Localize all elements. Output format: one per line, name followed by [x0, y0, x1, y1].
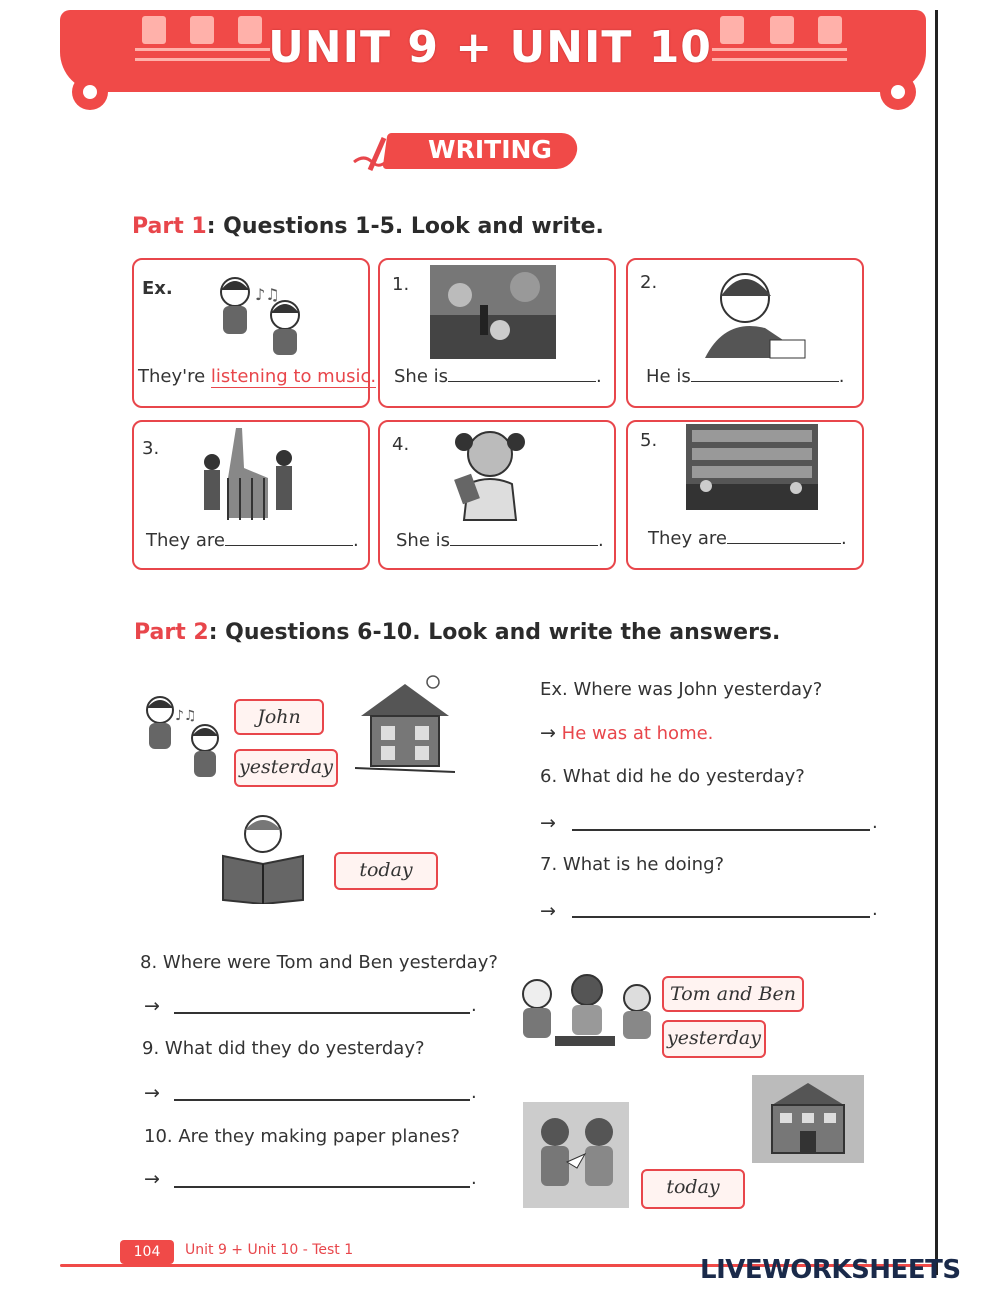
q1-blank[interactable]	[448, 367, 596, 382]
q2-number: 2.	[640, 272, 658, 293]
school-building-image	[752, 1075, 864, 1163]
boy-writing-image	[695, 268, 810, 360]
ex-question: Ex. Where was John yesterday?	[540, 679, 823, 700]
page-border	[935, 10, 938, 1275]
arrow-icon: →	[540, 722, 556, 744]
girl-reading-image	[450, 424, 530, 524]
q4-sentence	[396, 530, 604, 551]
answer-7-dot: .	[872, 899, 878, 920]
part2-heading	[134, 620, 780, 645]
tag-today-2: today	[641, 1169, 745, 1209]
q3-sentence	[146, 530, 359, 551]
answer-6-dot: .	[872, 812, 878, 833]
q3-blank[interactable]	[225, 531, 353, 546]
q4-blank[interactable]	[450, 531, 598, 546]
question-7: 7. What is he doing?	[540, 854, 725, 875]
q3-prompt: They are	[146, 530, 225, 551]
answer-9-line[interactable]	[174, 1099, 470, 1101]
banner-window	[142, 16, 166, 44]
banner-window	[190, 16, 214, 44]
tag-today: today	[334, 852, 438, 890]
q2-end: .	[838, 366, 845, 387]
ex-answer-line	[540, 722, 713, 744]
ex-answer-text: He was at home.	[561, 723, 714, 744]
arrow-icon: →	[144, 995, 160, 1017]
children-music-image	[205, 270, 315, 360]
q2-prompt: He is	[646, 366, 691, 387]
arrow-icon: →	[540, 900, 556, 922]
part2-label: Part 2	[134, 620, 209, 645]
tag-tom-and-ben: Tom and Ben	[662, 976, 804, 1012]
tag-john: John	[234, 699, 324, 735]
answer-10-line[interactable]	[174, 1186, 470, 1188]
q1-number: 1.	[392, 274, 410, 295]
part2-instruction: : Questions 6-10. Look and write the answers.	[208, 620, 781, 645]
q5-number: 5.	[640, 430, 658, 451]
answer-10-dot: .	[471, 1168, 477, 1189]
footer-text: Unit 9 + Unit 10 - Test 1	[185, 1242, 354, 1258]
bus-wheel	[880, 74, 916, 110]
q5-sentence	[648, 528, 847, 549]
section-label: WRITING	[428, 135, 552, 164]
answer-9-dot: .	[471, 1082, 477, 1103]
q3-number: 3.	[142, 438, 160, 459]
question-10: 10. Are they making paper planes?	[144, 1126, 460, 1147]
answer-6-line[interactable]	[572, 829, 870, 831]
q5-prompt: They are	[648, 528, 727, 549]
banner-window	[770, 16, 794, 44]
children-crafts-image	[515, 970, 660, 1055]
ex-prompt: They're	[138, 366, 206, 387]
ex-sentence	[138, 366, 376, 387]
question-8: 8. Where were Tom and Ben yesterday?	[140, 952, 498, 973]
part1-instruction: : Questions 1-5. Look and write.	[206, 214, 604, 239]
ex-number: Ex.	[142, 278, 173, 299]
q4-prompt: She is	[396, 530, 451, 551]
tag-yesterday-2: yesterday	[662, 1020, 766, 1058]
arrow-icon: →	[144, 1082, 160, 1104]
q3-end: .	[352, 530, 359, 551]
garden-scene-image	[430, 265, 556, 359]
answer-8-line[interactable]	[174, 1012, 470, 1014]
zoo-giraffe-image	[198, 428, 298, 524]
arrow-icon: →	[540, 812, 556, 834]
answer-8-dot: .	[471, 995, 477, 1016]
q5-blank[interactable]	[727, 529, 841, 544]
part1-label: Part 1	[132, 214, 207, 239]
q1-sentence	[394, 366, 602, 387]
boys-paper-planes-image	[523, 1102, 629, 1208]
q4-number: 4.	[392, 434, 410, 455]
question-9: 9. What did they do yesterday?	[142, 1038, 425, 1059]
svg-text:♪♫: ♪♫	[175, 708, 197, 724]
tag-yesterday: yesterday	[234, 749, 338, 787]
svg-text:♪♫: ♪♫	[255, 285, 280, 304]
banner-window	[818, 16, 842, 44]
q1-end: .	[596, 366, 602, 387]
arrow-icon: →	[144, 1168, 160, 1190]
q4-end: .	[598, 530, 604, 551]
ex-answer: listening to music.	[210, 366, 377, 387]
boy-reading-image	[215, 812, 310, 904]
q2-blank[interactable]	[691, 367, 839, 382]
question-6: 6. What did he do yesterday?	[540, 766, 805, 787]
brand-logo: LIVEWORKSHEETS	[700, 1255, 961, 1285]
q2-sentence	[646, 366, 844, 387]
library-image	[686, 424, 818, 510]
children-music-image	[135, 690, 230, 780]
q1-prompt: She is	[394, 366, 449, 387]
answer-7-line[interactable]	[572, 916, 870, 918]
bus-wheel	[72, 74, 108, 110]
page-title: UNIT 9 + UNIT 10	[268, 22, 712, 73]
page-number: 104	[120, 1240, 174, 1264]
house-image	[355, 672, 455, 777]
q5-end: .	[840, 528, 847, 549]
part1-heading	[132, 214, 604, 239]
